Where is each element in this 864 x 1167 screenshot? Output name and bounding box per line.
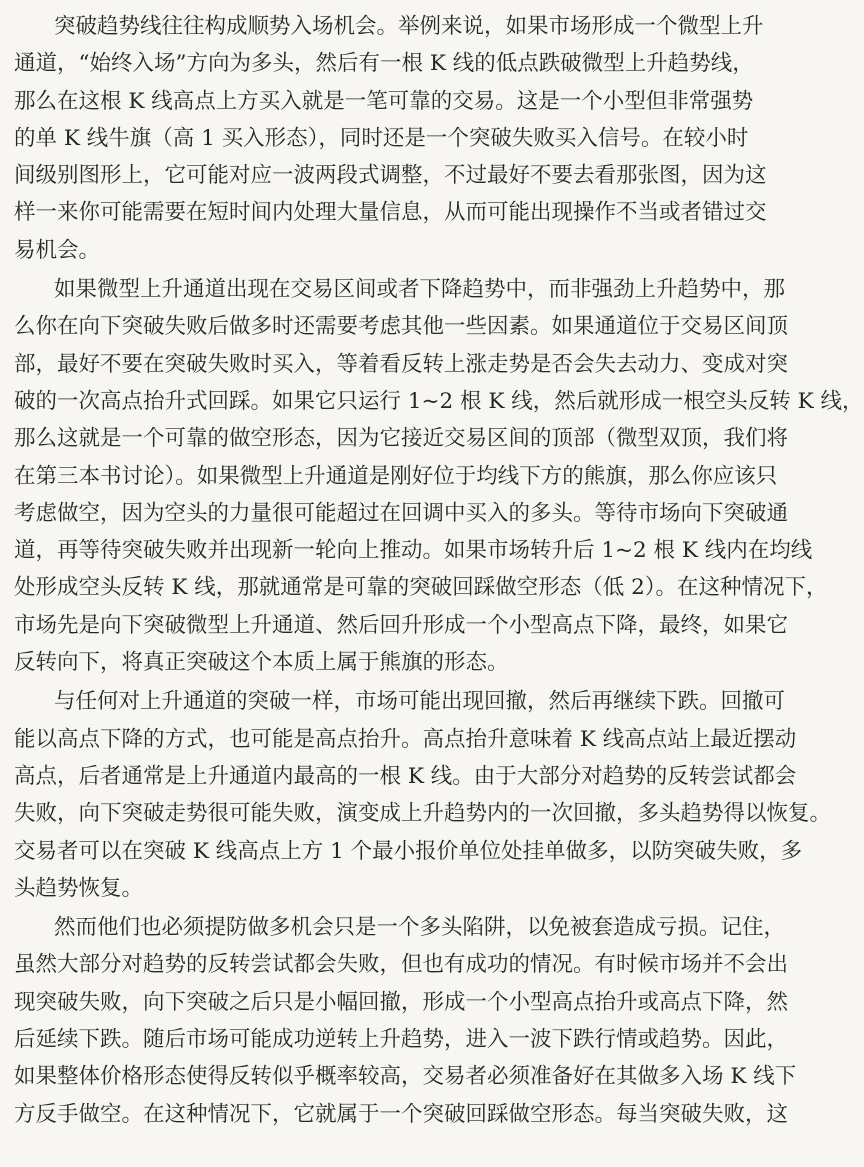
text-line: 反转向下，将真正突破这个本质上属于熊旗的形态。 xyxy=(14,650,509,676)
paragraph-2 xyxy=(14,271,864,681)
paragraph-1 xyxy=(14,8,767,269)
text-line: 能以高点下降的方式，也可能是高点抬升。高点抬升意味着 K 线高点站上最近摆动 xyxy=(14,726,797,752)
text-line: 样一来你可能需要在短时间内处理大量信息，从而可能出现操作不当或者错过交 xyxy=(14,200,767,226)
paragraph-4 xyxy=(14,909,797,1133)
text-line: 破的一次高点抬升式回踩。如果它只运行 1~2 根 K 线，然后就形成一根空头反转 K 线， xyxy=(14,388,864,414)
paragraph-3 xyxy=(14,683,832,907)
text-line: 市场先是向下突破微型上升通道、然后回升形成一个小型高点下降，最终，如果它 xyxy=(14,612,789,638)
text-line: 道，再等待突破失败并出现新一轮向上推动。如果市场转升后 1~2 根 K 线内在均线 xyxy=(14,538,813,564)
text-line: 与任何对上升通道的突破一样，市场可能出现回撤，然后再继续下跌。回撤可 xyxy=(54,689,786,715)
text-line: 通道，“始终入场”方向为多头，然后有一根 K 线的低点跌破微型上升趋势线， xyxy=(14,51,754,77)
text-line: 部，最好不要在突破失败时买入，等着看反转上涨走势是否会失去动力、变成对突 xyxy=(14,351,789,377)
text-line: 考虑做空，因为空头的力量很可能超过在回调中买入的多头。等待市场向下突破通 xyxy=(14,500,789,526)
text-line: 交易者可以在突破 K 线高点上方 1 个最小报价单位处挂单做多，以防突破失败，多 xyxy=(14,838,803,864)
text-line: 如果整体价格形态使得反转似乎概率较高，交易者必须准备好在其做多入场 K 线下 xyxy=(14,1064,797,1090)
text-line: 的单 K 线牛旗（高 1 买入形态），同时还是一个突破失败买入信号。在较小时 xyxy=(14,125,749,151)
text-line: 那么这就是一个可靠的做空形态，因为它接近交易区间的顶部（微型双顶，我们将 xyxy=(14,426,789,452)
text-line: 后延续下跌。随后市场可能成功逆转上升趋势，进入一波下跌行情或趋势。因此， xyxy=(14,1027,789,1053)
text-line: 如果微型上升通道出现在交易区间或者下降趋势中，而非强劲上升趋势中，那 xyxy=(54,277,786,303)
text-line: 失败，向下突破走势很可能失败，演变成上升趋势内的一次回撤，多头趋势得以恢复。 xyxy=(14,801,832,827)
text-line: 头趋势恢复。 xyxy=(14,875,144,901)
text-line: 易机会。 xyxy=(14,237,101,263)
text-line: 处形成空头反转 K 线，那就通常是可靠的突破回踩做空形态（低 2）。在这种情况下， xyxy=(14,575,828,601)
text-line: 那么在这根 K 线高点上方买入就是一笔可靠的交易。这是一个小型但非常强势 xyxy=(14,88,754,114)
text-line: 间级别图形上，它可能对应一波两段式调整，不过最好不要去看那张图，因为这 xyxy=(14,163,767,189)
text-line: 然而他们也必须提防做多机会只是一个多头陷阱，以免被套造成亏损。记住， xyxy=(54,915,786,941)
text-line: 在第三本书讨论）。如果微型上升通道是刚好位于均线下方的熊旗，那么你应该只 xyxy=(14,463,778,489)
text-line: 突破趋势线往往构成顺势入场机会。举例来说，如果市场形成一个微型上升 xyxy=(54,14,764,39)
text-line: 虽然大部分对趋势的反转尝试都会失败，但也有成功的情况。有时候市场并不会出 xyxy=(14,952,789,978)
text-line: 么你在向下突破失败后做多时还需要考虑其他一些因素。如果通道位于交易区间顶 xyxy=(14,314,789,340)
text-line: 方反手做空。在这种情况下，它就属于一个突破回踩做空形态。每当突破失败，这 xyxy=(14,1101,789,1127)
text-line: 现突破失败，向下突破之后只是小幅回撤，形成一个小型高点抬升或高点下降，然 xyxy=(14,989,789,1015)
text-line: 高点，后者通常是上升通道内最高的一根 K 线。由于大部分对趋势的反转尝试都会 xyxy=(14,763,797,789)
